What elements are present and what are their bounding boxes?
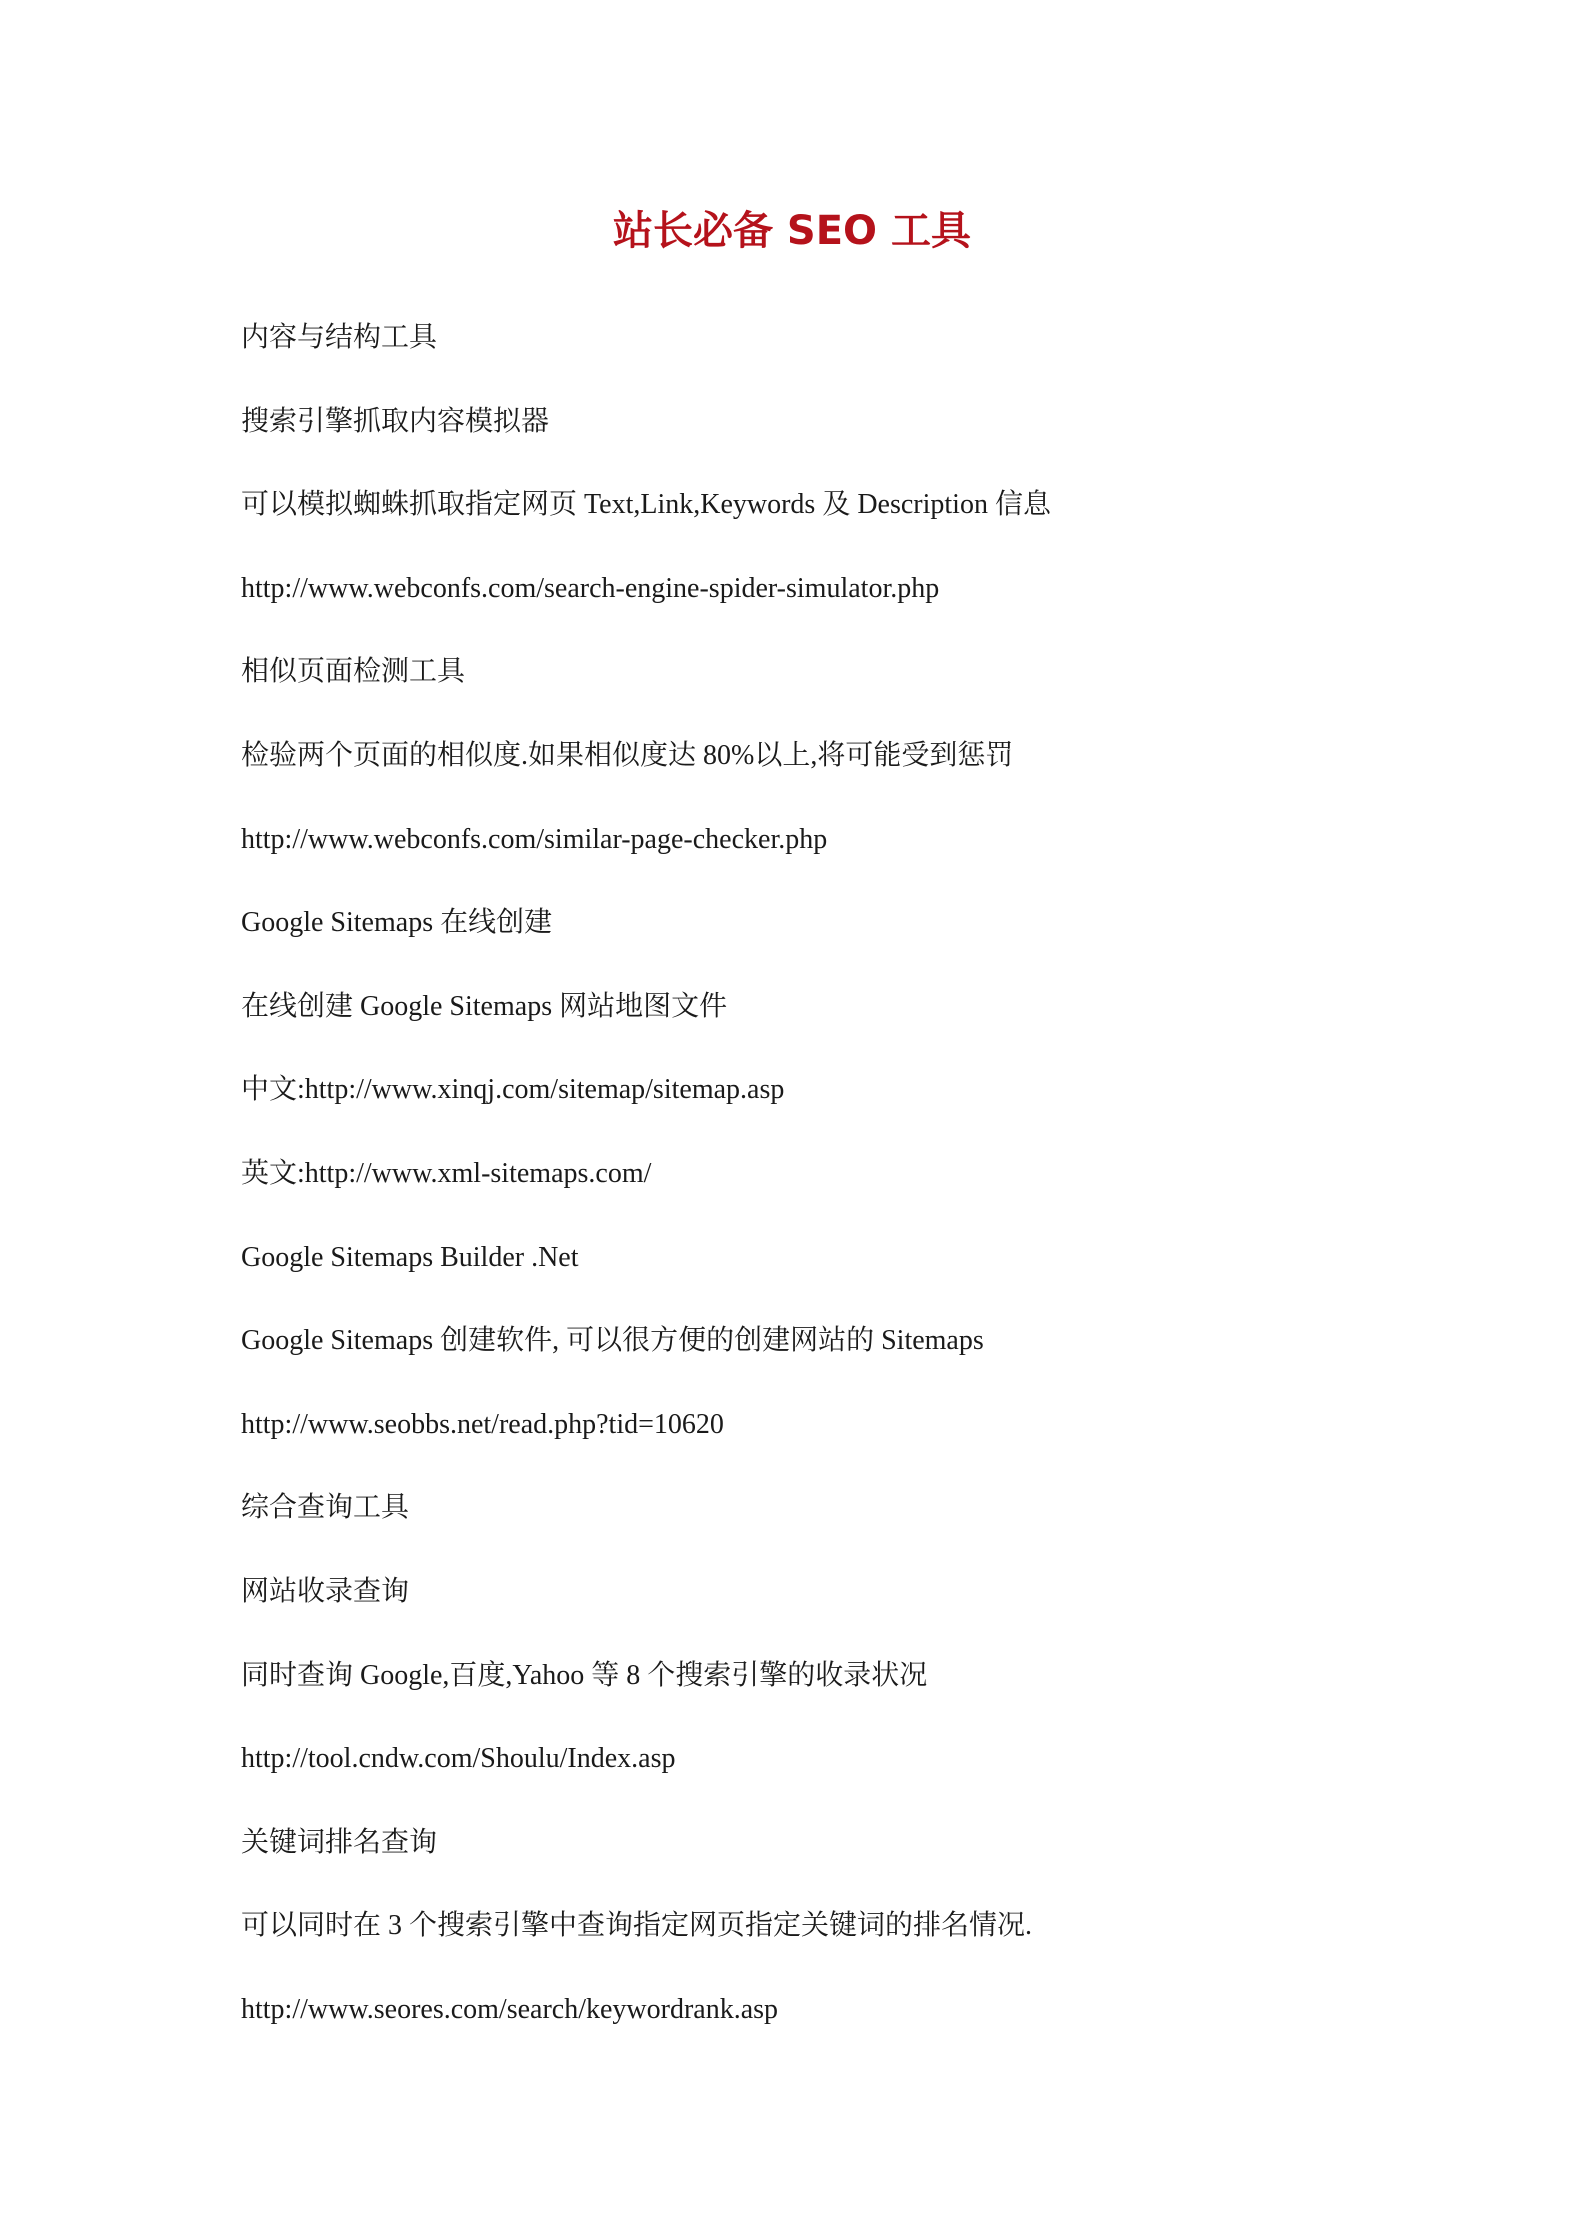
tool-description-spider-simulator: 可以模拟蜘蛛抓取指定网页 Text,Link,Keywords 及 Description 信息 (241, 489, 1051, 521)
tool-url-spider-simulator: http://www.webconfs.com/search-engine-spider-simulator.php (241, 572, 940, 604)
tool-url-index-query: http://tool.cndw.com/Shoulu/Index.asp (241, 1743, 676, 1775)
page-title: 站长必备 SEO 工具 (613, 208, 971, 254)
content-lines (241, 312, 1441, 2067)
section-heading-query-tools: 综合查询工具 (241, 1492, 410, 1524)
tool-description-similar-page: 检验两个页面的相似度.如果相似度达 80%以上,将可能受到惩罚 (241, 739, 1014, 771)
tool-name-index-query: 网站收录查询 (241, 1575, 410, 1607)
tool-name-similar-page: 相似页面检测工具 (241, 656, 466, 688)
tool-name-spider-simulator: 搜索引擎抓取内容模拟器 (241, 405, 550, 437)
tool-name-sitemaps-builder: Google Sitemaps Builder .Net (241, 1241, 579, 1273)
tool-description-keyword-rank: 可以同时在 3 个搜索引擎中查询指定网页指定关键词的排名情况. (241, 1910, 1033, 1942)
tool-url-similar-page: http://www.webconfs.com/similar-page-checker.php (241, 823, 828, 855)
tool-name-keyword-rank: 关键词排名查询 (241, 1826, 438, 1858)
tool-url-sitemaps-english: 英文:http://www.xml-sitemaps.com/ (241, 1157, 652, 1189)
tool-description-sitemaps-builder: Google Sitemaps 创建软件, 可以很方便的创建网站的 Sitemaps (241, 1325, 984, 1357)
tool-url-keyword-rank: http://www.seores.com/search/keywordrank.asp (241, 1993, 779, 2025)
section-heading-content-structure: 内容与结构工具 (241, 322, 438, 353)
tool-url-sitemaps-builder: http://www.seobbs.net/read.php?tid=10620 (241, 1408, 724, 1440)
tool-name-sitemaps-online: Google Sitemaps 在线创建 (241, 907, 553, 939)
tool-description-sitemaps-online: 在线创建 Google Sitemaps 网站地图文件 (241, 990, 728, 1022)
tool-description-index-query: 同时查询 Google,百度,Yahoo 等 8 个搜索引擎的收录状况 (241, 1659, 928, 1691)
tool-url-sitemaps-chinese: 中文:http://www.xinqj.com/sitemap/sitemap.asp (241, 1074, 785, 1106)
